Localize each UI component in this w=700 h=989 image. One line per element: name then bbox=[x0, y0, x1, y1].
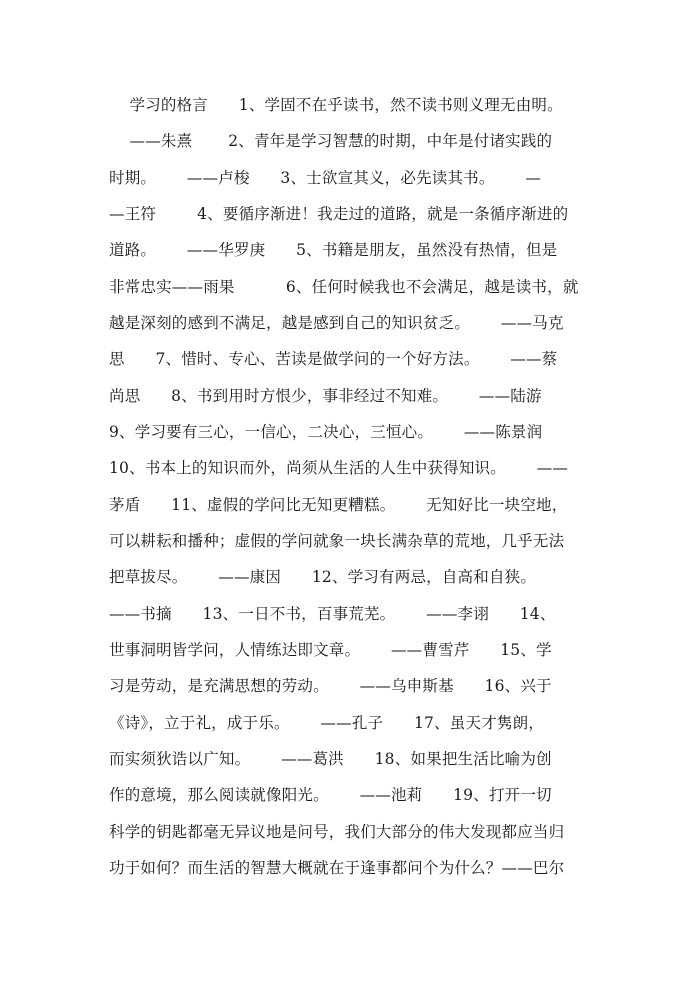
text-line: 10、书本上的知识而外，尚须从生活的人生中获得知识。 —— bbox=[109, 459, 569, 477]
text-line: —王符 4、要循序渐进！我走过的道路，就是一条循序渐进的 bbox=[109, 205, 569, 223]
text-line: 习是劳动，是充满思想的劳动。 ——乌申斯基 16、兴于 bbox=[109, 677, 552, 695]
text-line: 功于如何？而生活的智慧大概就在于逢事都问个为什么？——巴尔 bbox=[109, 859, 565, 877]
text-line: 可以耕耘和播种；虚假的学问就象一块长满杂草的荒地，几乎无法 bbox=[109, 532, 565, 550]
text-line: 越是深刻的感到不满足，越是感到自己的知识贫乏。 ——马克 bbox=[109, 314, 564, 332]
text-line: 作的意境，那么阅读就像阳光。 ——池莉 19、打开一切 bbox=[109, 786, 552, 804]
text-line: ——朱熹 2、青年是学习智慧的时期，中年是付诸实践的 bbox=[109, 132, 553, 150]
text-line: 茅盾 11、虚假的学问比无知更糟糕。 无知好比一块空地， bbox=[109, 496, 568, 514]
text-line: 道路。 ——华罗庚 5、书籍是朋友，虽然没有热情，但是 bbox=[109, 241, 558, 259]
text-line: 而实须狄诰以广知。 ——葛洪 18、如果把生活比喻为创 bbox=[109, 750, 552, 768]
text-line: 9、学习要有三心，一信心，二决心，三恒心。 ——陈景润 bbox=[109, 423, 543, 441]
text-line: 把草拔尽。 ——康因 12、学习有两忌，自高和自狭。 bbox=[109, 568, 537, 586]
text-line: 思 7、惜时、专心、苦读是做学问的一个好方法。 ——蔡 bbox=[109, 350, 558, 368]
text-line: 尚思 8、书到用时方恨少，事非经过不知难。 ——陆游 bbox=[109, 387, 542, 405]
text-line: 世事洞明皆学问，人情练达即文章。 ——曹雪芹 15、学 bbox=[109, 641, 552, 659]
text-line: 非常忠实——雨果 6、任何时候我也不会满足，越是读书，就 bbox=[109, 278, 579, 296]
text-line: 时期。 ——卢梭 3、士欲宣其义，必先读其书。 — bbox=[109, 169, 542, 187]
text-line: 科学的钥匙都毫无异议地是问号，我们大部分的伟大发现都应当归 bbox=[109, 823, 565, 841]
text-line: 《诗》，立于礼，成于乐。 ——孔子 17、虽天才隽朗， bbox=[109, 714, 544, 732]
text-line: 学习的格言 1、学固不在乎读书，然不读书则义理无由明。 bbox=[109, 96, 563, 114]
text-line: ——书摘 13、一日不书，百事荒芜。 ——李诩 14、 bbox=[109, 605, 556, 623]
